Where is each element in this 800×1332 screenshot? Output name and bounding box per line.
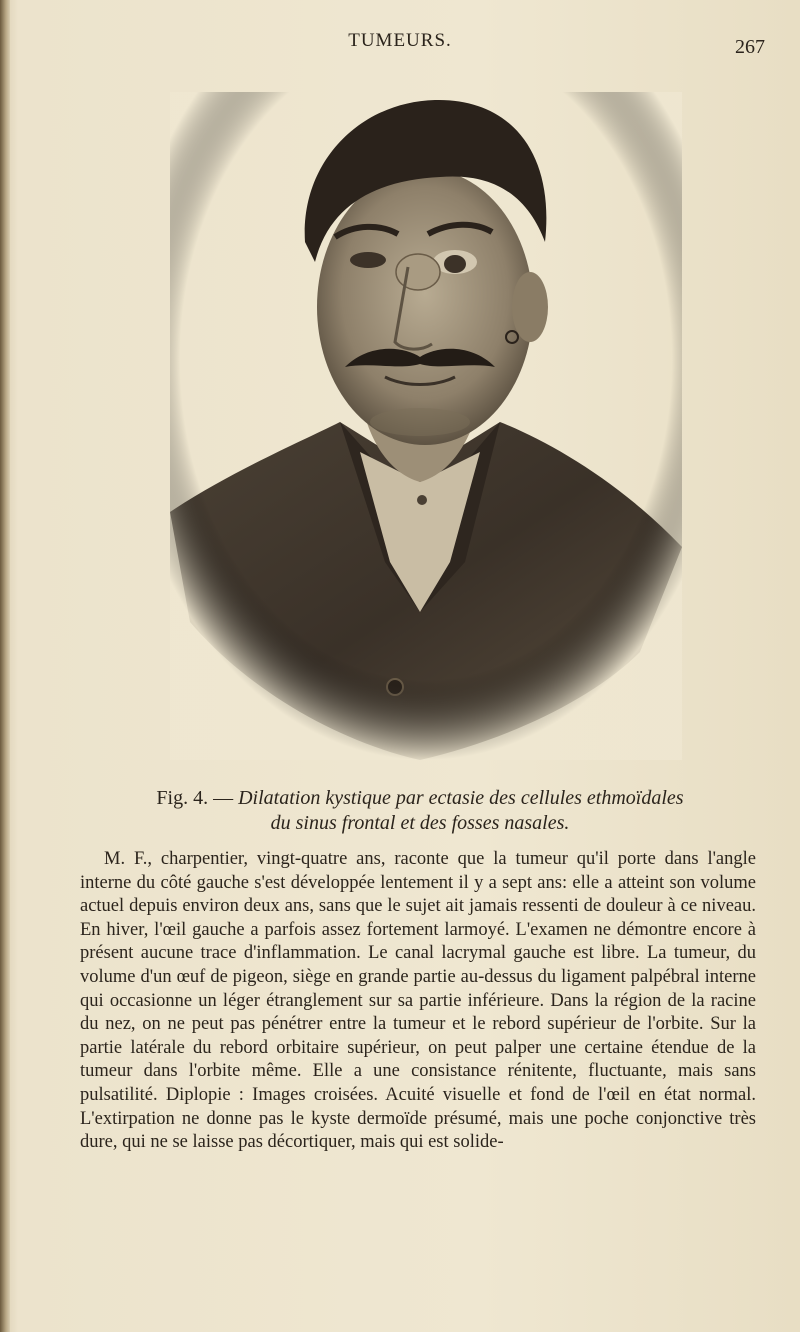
running-title: TUMEURS.: [348, 30, 452, 51]
caption-line-1: Dilatation kystique par ectasie des cellules ethmoïdales: [238, 787, 684, 809]
body-paragraph: M. F., charpentier, vingt-quatre ans, raconte que la tumeur qu'il porte dans l'angle interne du côté gauche s'est développée lentement il y a sept ans: elle a atteint son volume actuel depuis environ deux ans, sans que le sujet ait jamais ressenti de douleur à ce niveau. En hiver, l'œil gauche a parfois assez fortement larmoyé. L'examen ne démontre encore à présent aucune trace d'inflammation. Le canal lacrymal gauche est libre. La tumeur, du volume d'un œuf de pigeon, siège en grande partie au-dessus du ligament palpébral interne qui occasionne un léger étranglement sur sa partie inférieure. Dans la région de la racine du nez, on ne peut pas pénétrer entre la tumeur et le rebord supérieur de l'orbite. Sur la partie latérale du rebord orbitaire supérieur, on peut palper une certaine étendue de la tumeur dans l'orbite même. Elle a une consistance rénitente, fluctuante, mais sans pulsatilité. Diplopie : Images croisées. Acuité visuelle et fond de l'œil en état normal. L'extirpation ne donne pas le kyste dermoïde présumé, mais une poche conjonctive très dure, qui ne se laisse pas décortiquer, mais qui est solide-: [80, 849, 756, 1153]
figure-label: Fig. 4. —: [156, 787, 234, 809]
page-number: 267: [735, 36, 765, 58]
binding-edge: [0, 0, 10, 1332]
figure-caption: [80, 786, 760, 836]
caption-line-2: du sinus frontal et des fosses nasales.: [270, 812, 570, 834]
portrait-engraving: [170, 92, 682, 760]
